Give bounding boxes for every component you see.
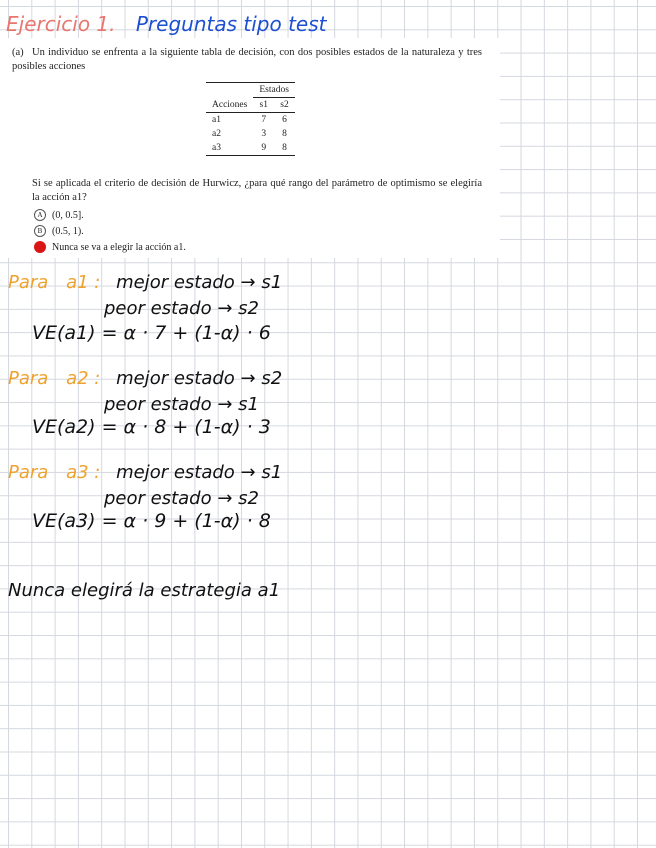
note-para-label: Para [8, 272, 49, 293]
actions-header: Acciones [212, 99, 248, 110]
states-header: Estados [253, 83, 295, 98]
cell-value: 8 [274, 141, 295, 156]
note-para-label: Para [8, 462, 49, 483]
table-row [206, 127, 295, 141]
question-statement [12, 46, 482, 74]
option-b-marker[interactable]: B [34, 225, 46, 237]
hurwicz-prompt: Si se aplicada el criterio de decisión de Hurwicz, ¿para qué rango del parámetro de optimismo se elegiría la acción a1? [32, 178, 482, 203]
note-best-state: mejor estado → s2 [116, 368, 283, 389]
decision-table [206, 82, 295, 156]
note-a3-worst: peor estado → s2 [104, 488, 259, 509]
note-a1-worst: peor estado → s2 [104, 298, 259, 319]
option-a[interactable] [34, 209, 84, 221]
row-action: a1 [206, 113, 253, 128]
cell-value: 9 [253, 141, 274, 156]
row-action: a2 [212, 129, 221, 139]
option-a-marker[interactable]: A [34, 209, 46, 221]
cell-value: 3 [261, 129, 267, 139]
note-a2-worst: peor estado → s1 [104, 394, 259, 415]
question-text: Un individuo se enfrenta a la siguiente tabla de decisión, con dos posibles estados de la naturaleza y tres posibles acciones [12, 47, 482, 72]
note-action: a1 : [66, 272, 101, 293]
note-para-label: Para [8, 368, 49, 389]
conclusion: Nunca elegirá la estrategia a1 [8, 580, 281, 601]
exercise-title [6, 12, 326, 36]
table-row [206, 113, 295, 128]
question-label: (a) [12, 47, 24, 58]
cell-value: 7 [253, 113, 274, 128]
table-row [206, 141, 295, 156]
note-action: a2 : [66, 368, 101, 389]
option-b[interactable] [34, 225, 84, 237]
option-a-text: (0, 0.5]. [52, 209, 84, 221]
cell-value: 8 [282, 129, 287, 139]
option-b-text: (0.5, 1). [52, 225, 84, 237]
note-a2-ve: VE(a2) = α · 8 + (1-α) · 3 [32, 416, 271, 438]
option-c[interactable] [34, 241, 186, 253]
note-best-state: mejor estado → s1 [116, 462, 283, 483]
col-header-s2: s2 [280, 100, 289, 110]
option-c-selected-marker[interactable] [34, 241, 46, 253]
row-action: a3 [206, 141, 253, 156]
note-action: a3 : [66, 462, 101, 483]
exercise-topic: Preguntas tipo test [135, 12, 327, 36]
option-c-text: Nunca se va a elegir la acción a1. [52, 241, 186, 253]
col-header-s1: s1 [259, 100, 268, 110]
note-best-state: mejor estado → s1 [116, 272, 283, 293]
note-a1-ve: VE(a1) = α · 7 + (1-α) · 6 [32, 322, 271, 344]
exercise-number: Ejercicio 1. [6, 12, 116, 36]
note-a3-best [8, 462, 282, 483]
note-a3-ve: VE(a3) = α · 9 + (1-α) · 8 [32, 510, 271, 532]
note-a2-best [8, 368, 282, 389]
cell-value: 6 [274, 113, 295, 128]
note-a1-best [8, 272, 282, 293]
